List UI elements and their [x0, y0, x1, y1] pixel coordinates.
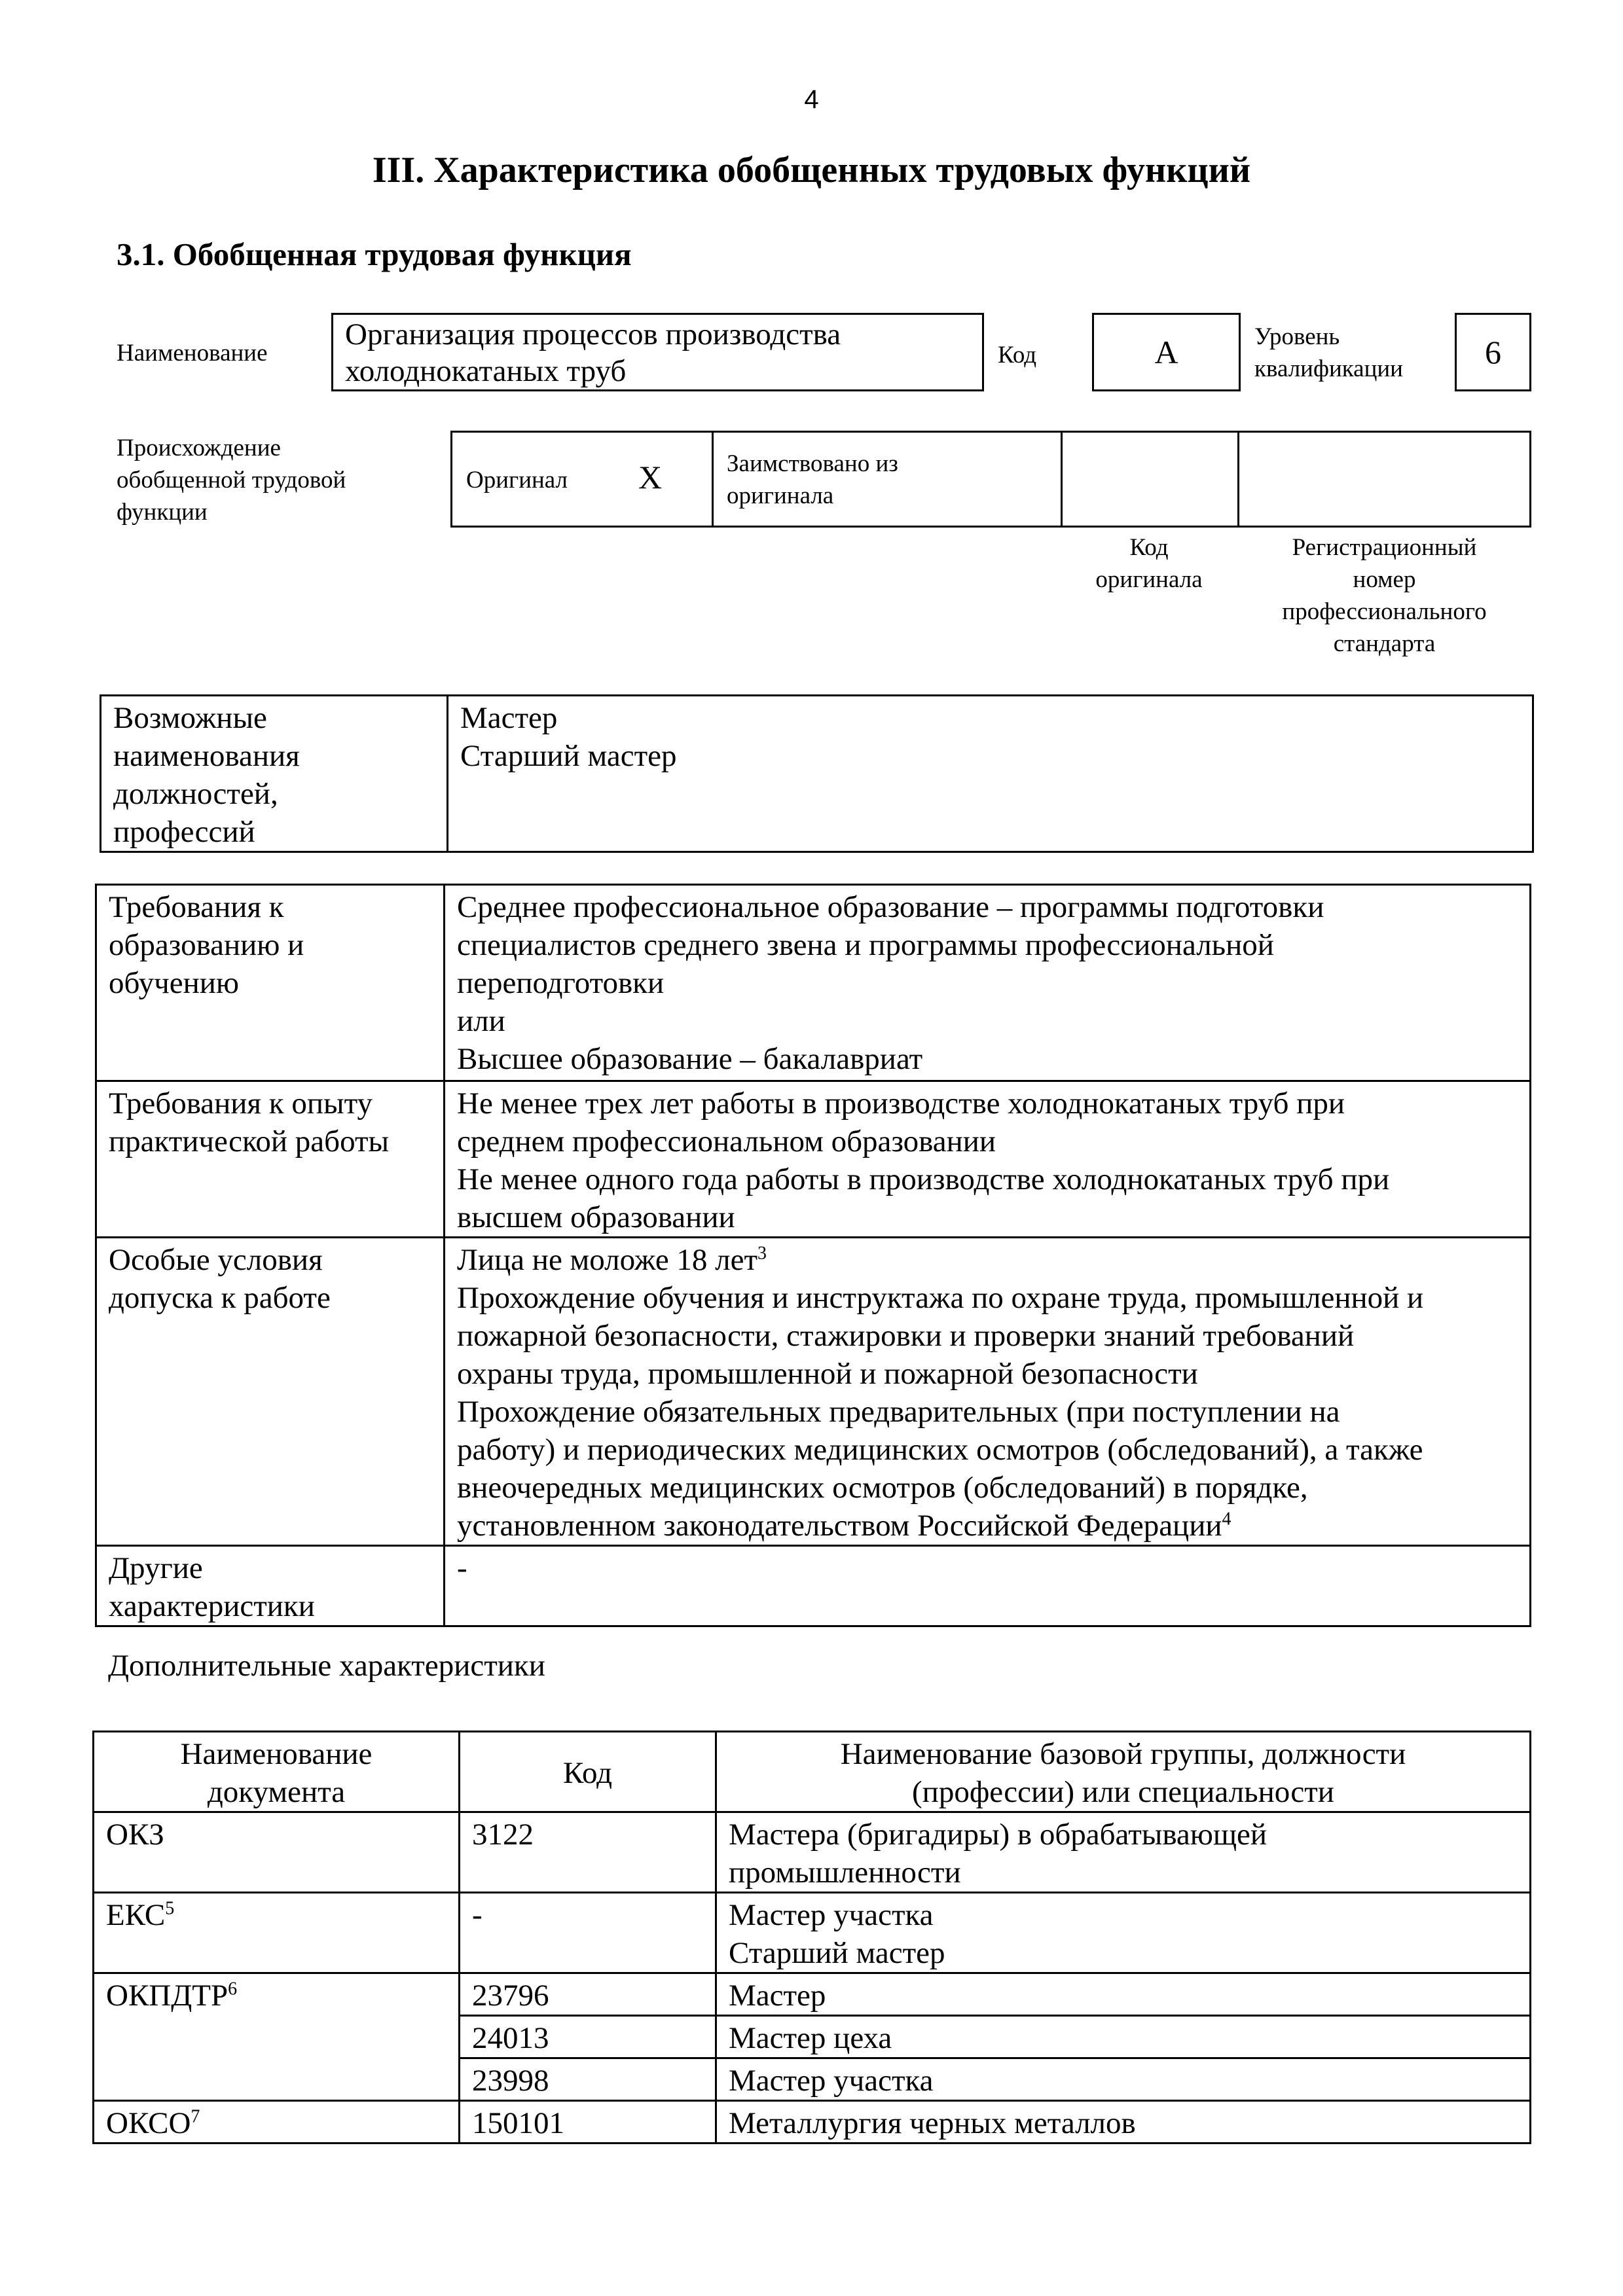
- positions-table: [100, 694, 1534, 853]
- name-value-line: Организация процессов производства: [345, 317, 841, 351]
- subsection-title: 3.1. Обобщенная трудовая функция: [117, 236, 632, 272]
- level-value: 6: [1455, 313, 1531, 391]
- footnote-ref: 6: [228, 1979, 238, 2000]
- doc-cell: ОКПДТР$^6$: [94, 1973, 460, 2101]
- table-row: [94, 1973, 1531, 2016]
- code-cell: 23998: [460, 2058, 716, 2101]
- code-original-caption: Код оригинала: [1095, 534, 1203, 593]
- req-value: Не менее трех лет работы в производстве холоднокатаных труб при среднем профессиональном образовании Не менее одного года работы в производстве холоднокатаных труб при высшем образовании: [445, 1081, 1531, 1238]
- origin-box: [450, 431, 1531, 528]
- footnote-ref: 7: [191, 2106, 200, 2127]
- req-label: Требования к образованию и обучению: [96, 885, 445, 1081]
- code-cell: -: [460, 1893, 716, 1973]
- name-cell: Мастер участка: [716, 2058, 1531, 2101]
- req-value: Лица не моложе 18 лет$^3$ Прохождение обучения и инструктажа по охране труда, промышленной и пожарной безопасности, стажировки и проверки знаний требований охраны труда, промышленной и пожарной безопасности Прохождение обязательных предварительных (при поступлении на работу) и периодических медицинских осмотров (обследований), а также внеочередных медицинских осмотров (обследований) в порядке, установленном законодательством Российской Федерации$^4$: [445, 1238, 1531, 1546]
- reg-number-caption: Регистрационный номер профессионального стандарта: [1282, 534, 1487, 657]
- req-row-conditions: [96, 1238, 1531, 1546]
- name-cell: Мастер участка Старший мастер: [716, 1893, 1531, 1973]
- name-value-box: [331, 313, 984, 391]
- req-label: Особые условия допуска к работе: [96, 1238, 445, 1546]
- table-row: [94, 2101, 1531, 2144]
- requirements-table: [95, 884, 1531, 1627]
- name-cell: Мастер цеха: [716, 2016, 1531, 2058]
- code-label: Код: [998, 342, 1037, 368]
- code-cell: 3122: [460, 1812, 716, 1893]
- borrowed-label: Заимствовано из оригинала: [727, 450, 898, 509]
- page-number: 4: [804, 85, 819, 114]
- req-row-experience: [96, 1081, 1531, 1238]
- section-title: III. Характеристика обобщенных трудовых функций: [372, 150, 1251, 190]
- code-value: А: [1092, 313, 1241, 391]
- doc-cell: ОКСО$^7$: [94, 2101, 460, 2144]
- name-cell: Металлургия черных металлов: [716, 2101, 1531, 2144]
- additional-header-row: [94, 1732, 1531, 1812]
- doc-cell: ОКЗ: [94, 1812, 460, 1893]
- positions-label: Возможные наименования должностей, профессий: [101, 696, 448, 852]
- req-label: Требования к опыту практической работы: [96, 1081, 445, 1238]
- table-row: [94, 1893, 1531, 1973]
- req-row-education: [96, 885, 1531, 1081]
- code-cell: 150101: [460, 2101, 716, 2144]
- code-cell: 24013: [460, 2016, 716, 2058]
- req-label: Другие характеристики: [96, 1546, 445, 1626]
- code-cell: 23796: [460, 1973, 716, 2016]
- table-row: [94, 1812, 1531, 1893]
- original-mark: X: [638, 459, 663, 495]
- additional-table: [92, 1731, 1531, 2144]
- req-value: -: [445, 1546, 1531, 1626]
- name-cell: Мастера (бригадиры) в обрабатывающей промышленности: [716, 1812, 1531, 1893]
- level-label: Уровень квалификации: [1254, 323, 1403, 382]
- header-name: Наименование базовой группы, должности (профессии) или специальности: [716, 1732, 1531, 1812]
- footnote-ref: 4: [1222, 1509, 1231, 1530]
- additional-title: Дополнительные характеристики: [108, 1649, 545, 1683]
- header-code: Код: [460, 1732, 716, 1812]
- name-cell: Мастер: [716, 1973, 1531, 2016]
- origin-label: Происхождение обобщенной трудовой функции: [117, 435, 346, 526]
- header-doc: Наименование документа: [94, 1732, 460, 1812]
- req-value: Среднее профессиональное образование – программы подготовки специалистов среднего звена и программы профессиональной переподготовки или Высшее образование – бакалавриат: [445, 885, 1531, 1081]
- footnote-ref: 5: [165, 1898, 175, 1919]
- positions-values: Мастер Старший мастер: [448, 696, 1533, 852]
- name-value-line: холоднокатаных труб: [345, 354, 627, 388]
- req-row-other: [96, 1546, 1531, 1626]
- name-label: Наименование: [117, 340, 268, 367]
- original-label: Оригинал: [466, 467, 568, 493]
- doc-cell: ЕКС$^5$: [94, 1893, 460, 1973]
- footnote-ref: 3: [757, 1243, 767, 1264]
